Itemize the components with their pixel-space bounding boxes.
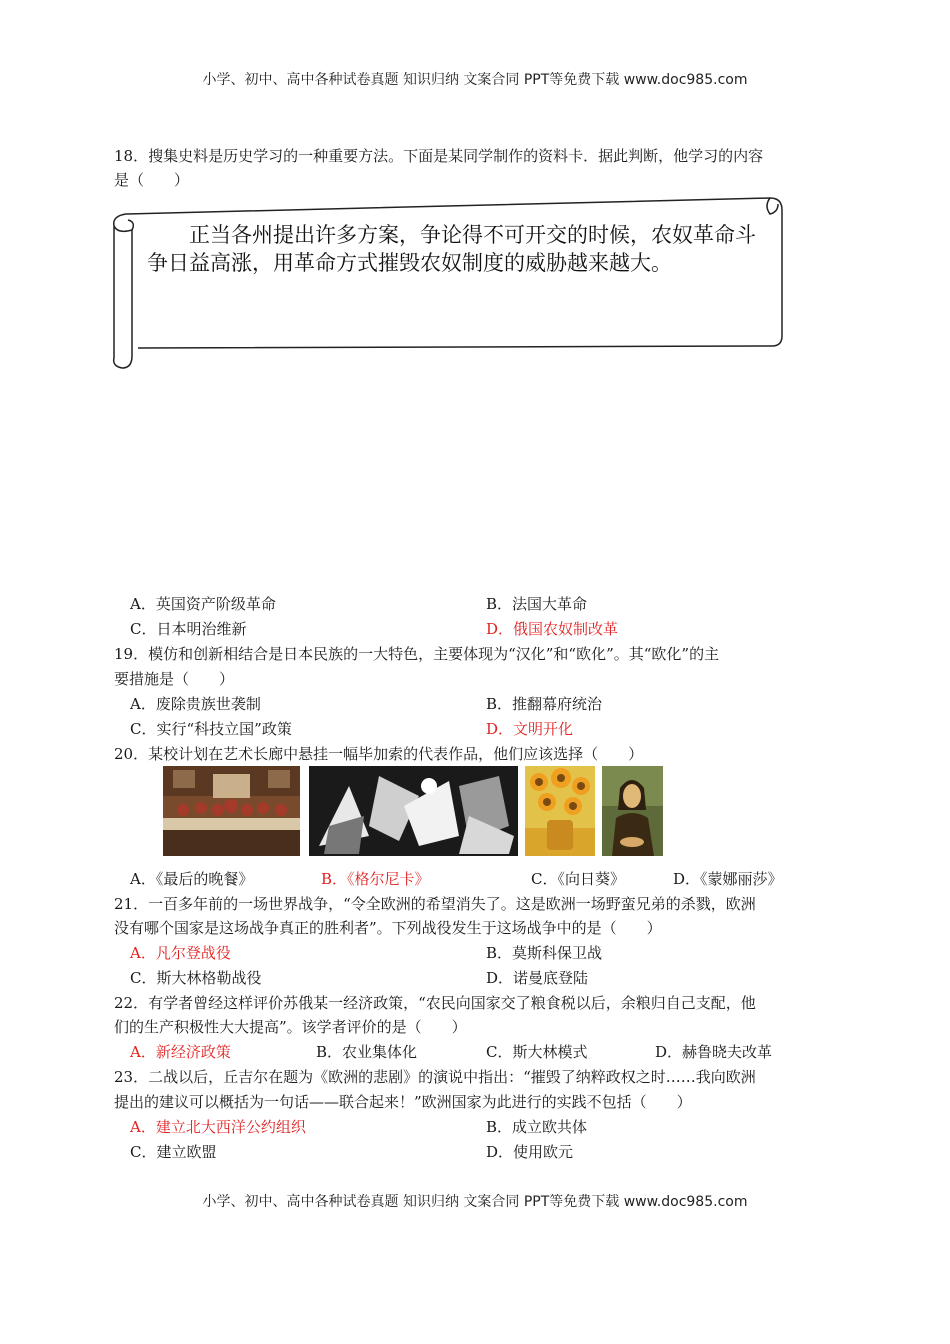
- q22-option-d: D．赫鲁晓夫改革: [655, 1043, 773, 1061]
- q23-option-a: A．建立北大西洋公约组织: [130, 1118, 306, 1136]
- q21-option-c: C．斯大林格勒战役: [130, 969, 262, 987]
- q19-option-d: D．文明开化: [486, 720, 574, 738]
- guernica-painting: [309, 766, 518, 856]
- q23-option-c: C．建立欧盟: [130, 1143, 217, 1161]
- q19-option-a: A．废除贵族世袭制: [130, 695, 261, 713]
- q23-option-b: B．成立欧共体: [486, 1118, 588, 1136]
- q20-option-b: B．《格尔尼卡》: [321, 870, 430, 888]
- q18-option-d: D．俄国农奴制改革: [486, 620, 619, 638]
- q20-stem-line1: 20．某校计划在艺术长廊中悬挂一幅毕加索的代表作品，他们应该选择（ ）: [114, 745, 644, 763]
- q23-stem-line1: 23．二战以后，丘吉尔在题为《欧洲的悲剧》的演说中指出：“摧毁了纳粹政权之时……我向欧洲: [114, 1068, 756, 1086]
- q21-stem-line2: 没有哪个国家是这场战争真正的胜利者”。下列战役发生于这场战争中的是（ ）: [114, 919, 662, 937]
- q18-option-b: B．法国大革命: [486, 595, 588, 613]
- q19-stem-line1: 19．模仿和创新相结合是日本民族的一大特色，主要体现为“汉化”和“欧化”。其“欧化”的主: [114, 645, 720, 663]
- q19-stem-line2: 要措施是（ ）: [114, 670, 235, 688]
- q22-option-b: B．农业集体化: [316, 1043, 418, 1061]
- mona-lisa-painting: [602, 766, 663, 856]
- q22-stem-line1: 22．有学者曾经这样评价苏俄某一经济政策，“农民向国家交了粮食税以后，余粮归自己支配，他: [114, 994, 756, 1012]
- q21-stem-line1: 21．一百多年前的一场世界战争，“令全欧洲的希望消失了。这是欧洲一场野蛮兄弟的杀戮，欧洲: [114, 895, 756, 913]
- sunflowers-painting: [525, 766, 595, 856]
- q18-stem-line1: 18．搜集史料是历史学习的一种重要方法。下面是某同学制作的资料卡．据此判断，他学习的内容: [114, 147, 764, 165]
- scroll-card: [108, 188, 788, 374]
- q19-option-b: B．推翻幕府统治: [486, 695, 603, 713]
- q20-option-c: C．《向日葵》: [531, 870, 625, 888]
- q22-option-c: C．斯大林模式: [486, 1043, 588, 1061]
- page-header: 小学、初中、高中各种试卷真题 知识归纳 文案合同 PPT等免费下载 www.doc985.com: [202, 72, 748, 88]
- q19-option-c: C．实行“科技立国”政策: [130, 720, 292, 738]
- q21-option-a: A．凡尔登战役: [130, 944, 231, 962]
- q23-stem-line2: 提出的建议可以概括为一句话——联合起来！”欧洲国家为此进行的实践不包括（ ）: [114, 1093, 692, 1111]
- q20-option-a: A．《最后的晚餐》: [130, 870, 254, 888]
- scroll-card-text: 正当各州提出许多方案，争论得不可开交的时候，农奴革命斗争日益高涨，用革命方式摧毁农奴制度的威胁越来越大。: [147, 223, 756, 275]
- q21-option-b: B．莫斯科保卫战: [486, 944, 603, 962]
- last-supper-painting: [163, 766, 300, 856]
- q21-option-d: D．诺曼底登陆: [486, 969, 589, 987]
- q18-stem-line2: 是（ ）: [114, 171, 190, 189]
- q20-option-d: D．《蒙娜丽莎》: [673, 870, 783, 888]
- q23-option-d: D．使用欧元: [486, 1143, 574, 1161]
- q18-option-c: C．日本明治维新: [130, 620, 247, 638]
- q22-option-a: A．新经济政策: [130, 1043, 231, 1061]
- q18-option-a: A．英国资产阶级革命: [130, 595, 276, 613]
- page-footer: 小学、初中、高中各种试卷真题 知识归纳 文案合同 PPT等免费下载 www.doc985.com: [202, 1194, 748, 1210]
- q22-stem-line2: 们的生产积极性大大提高”。该学者评价的是（ ）: [114, 1018, 467, 1036]
